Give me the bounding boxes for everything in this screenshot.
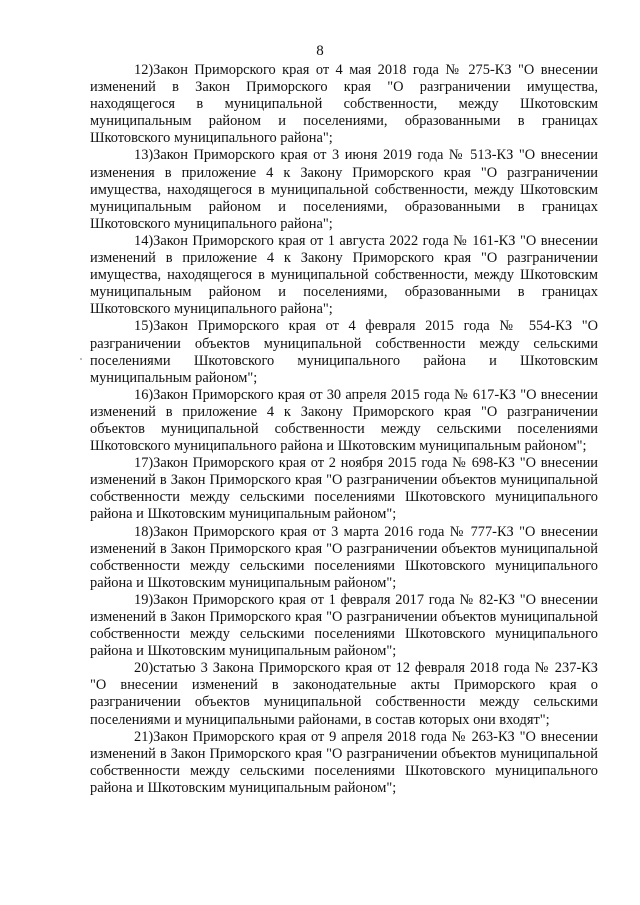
list-item-20: 20)статью 3 Закона Приморского края от 12 февраля 2018 года № 237-КЗ "О внесении изменений в законодательные акты Приморского края о разграничении объектов муниципальной собственности между сельскими поселениями и муниципальными районами, в состав которых они входят"; — [90, 660, 598, 728]
list-item-19: 19)Закон Приморского края от 1 февраля 2017 года № 82-КЗ "О внесении изменений в Закон Приморского края "О разграничении объектов муниципальной собственности между сельскими поселениями Шкотовского муниципального района и Шкотовским муниципальным районом"; — [90, 591, 598, 660]
margin-mark — [80, 358, 82, 360]
list-item-21: 21)Закон Приморского края от 9 апреля 2018 года № 263-КЗ "О внесении изменений в Закон Приморского края "О разграничении объектов муниципальной собственности между сельскими поселениями Шкотовского муниципального района и Шкотовским муниципальным районом"; — [90, 728, 598, 796]
list-item-12: 12)Закон Приморского края от 4 мая 2018 года № 275-КЗ "О внесении изменений в Закон Приморского края "О разграничении имущества, находящегося в муниципальной собственности, между Шкотовским муниципальным районом и поселениями, образованными в границах Шкотовского муниципального района"; — [90, 62, 598, 147]
list-item-13: 13)Закон Приморского края от 3 июня 2019 года № 513-КЗ "О внесении изменения в приложение 4 к Закону Приморского края "О разграничении имущества, находящегося в муниципальной собственности, между Шкотовским муниципальным районом и поселениями, образованными в границах Шкотовского муниципального района"; — [90, 147, 598, 232]
list-item-15: 15)Закон Приморского края от 4 февраля 2015 года № 554-КЗ "О разграничении объектов муниципальной собственности между сельскими поселениями Шкотовского муниципального района и Шкотовским муниципальным районом"; — [90, 318, 598, 386]
page-number: 8 — [316, 43, 324, 59]
list-item-14: 14)Закон Приморского края от 1 августа 2022 года № 161-КЗ "О внесении изменений в приложение 4 к Закону Приморского края "О разграничении имущества, находящегося в муниципальной собственности, между Шкотовским муниципальным районом и поселениями, образованными в границах Шкотовского муниципального района"; — [90, 232, 598, 318]
list-item-17: 17)Закон Приморского края от 2 ноября 2015 года № 698-КЗ "О внесении изменений в Закон Приморского края "О разграничении объектов муниципальной собственности между сельскими поселениями Шкотовского муниципального района и Шкотовским муниципальным районом"; — [90, 455, 598, 523]
list-item-16: 16)Закон Приморского края от 30 апреля 2015 года № 617-КЗ "О внесении изменений в приложение 4 к Закону Приморского края "О разграничении объектов муниципальной собственности между сельскими поселениями Шкотовского муниципального района и Шкотовским муниципальным районом"; — [90, 386, 598, 455]
list-item-18: 18)Закон Приморского края от 3 марта 2016 года № 777-КЗ "О внесении изменений в Закон Приморского края "О разграничении объектов муниципальной собственности между сельскими поселениями Шкотовского муниципального района и Шкотовским муниципальным районом"; — [90, 523, 598, 591]
document-body — [90, 62, 598, 797]
